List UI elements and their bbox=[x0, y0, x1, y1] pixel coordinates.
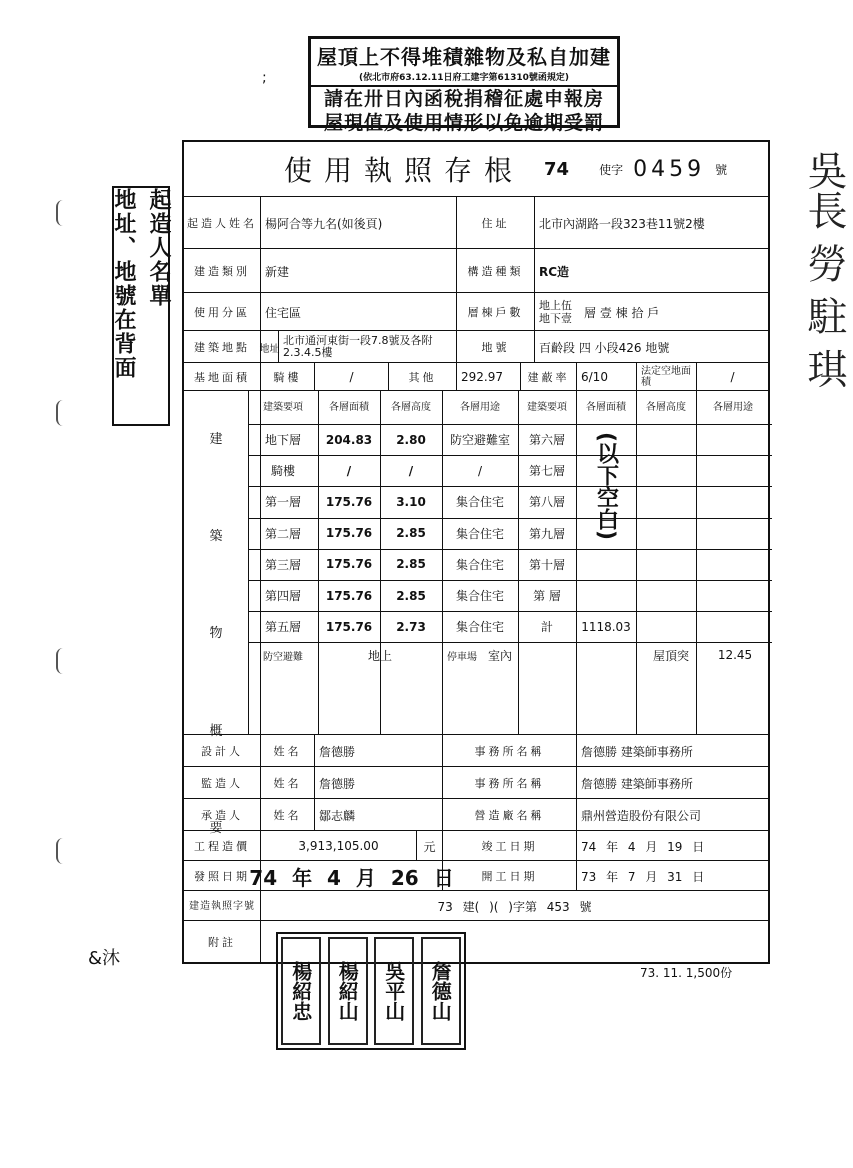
cost-label: 工程造價 bbox=[194, 840, 250, 853]
other-area-value: 292.97 bbox=[456, 363, 520, 391]
coverage-label: 建蔽率 bbox=[520, 363, 576, 391]
floors-label: 層棟戶數 bbox=[456, 293, 534, 331]
contractor-label: 承造人 bbox=[201, 809, 243, 822]
lot-label: 地號 bbox=[456, 331, 534, 363]
floors-below: 地下壹 bbox=[539, 312, 572, 325]
arcade-value: / bbox=[314, 363, 388, 391]
seal-stamp: 楊紹山 bbox=[328, 937, 368, 1045]
shelter-label: 防空避難 bbox=[263, 651, 303, 663]
floor-height: 2.73 bbox=[396, 619, 426, 634]
permit-row bbox=[184, 890, 768, 921]
applicant-label: 起造人姓名 bbox=[187, 217, 257, 230]
issue-label: 發照日期 bbox=[194, 870, 250, 883]
side-note-col-1: 起造人名單 bbox=[146, 188, 171, 308]
designer-row bbox=[184, 734, 768, 767]
coverage-value: 6/10 bbox=[576, 363, 636, 391]
zoning-row bbox=[184, 292, 768, 331]
permit-suffix: 號 bbox=[715, 162, 728, 177]
floor-item: 第九層 bbox=[528, 526, 565, 541]
remarks-label: 附註 bbox=[208, 935, 236, 949]
shelter-above: 地上 bbox=[367, 648, 392, 663]
floor-area: 175.76 bbox=[325, 619, 373, 634]
floor-use: 集合住宅 bbox=[455, 526, 504, 541]
site-area-label: 基地面積 bbox=[194, 371, 250, 384]
floors-above: 地上伍 bbox=[539, 299, 572, 312]
column-header: 建築要項 bbox=[263, 401, 303, 413]
structure-label: 構造種類 bbox=[456, 249, 534, 293]
parking-indoor: 室內 bbox=[487, 648, 512, 663]
contractor-name: 鄒志麟 bbox=[314, 799, 442, 831]
floor-use: 集合住宅 bbox=[455, 589, 504, 604]
designer-office: 詹德勝 建築師事務所 bbox=[576, 735, 768, 767]
roof-value: 12.45 bbox=[717, 648, 753, 663]
floor-item: 第六層 bbox=[528, 433, 565, 448]
zoning-label: 使用分區 bbox=[194, 306, 250, 319]
completion-date: 74 年 4 月 19 日 bbox=[576, 831, 768, 861]
floor-item: 第一層 bbox=[264, 495, 301, 510]
contractor-row bbox=[184, 798, 768, 831]
seal-stamp: 楊紹忠 bbox=[281, 937, 321, 1045]
floor-use: 防空避難室 bbox=[449, 433, 510, 448]
floor-item: 第五層 bbox=[264, 620, 301, 635]
blank-note: (以下空白) bbox=[593, 432, 619, 541]
handwritten-scribble: &沐 bbox=[88, 948, 121, 969]
side-char: 建 bbox=[209, 432, 223, 448]
designer-name: 詹德勝 bbox=[314, 735, 442, 767]
floor-use: 集合住宅 bbox=[455, 620, 504, 635]
floor-area: 175.76 bbox=[325, 557, 373, 572]
edge-text: 吳長 勞 駐 琪 bbox=[801, 150, 847, 389]
column-header: 各層面積 bbox=[329, 401, 369, 413]
cost-unit: 元 bbox=[416, 831, 442, 861]
notice-line-4: 屋現值及使用情形以免逾期受罰 bbox=[323, 112, 604, 134]
permit-label: 建造執照字號 bbox=[189, 900, 255, 912]
structure-value: RC造 bbox=[534, 249, 768, 293]
permit-year: 74 bbox=[544, 158, 570, 180]
floor-area: / bbox=[346, 463, 352, 478]
location-address: 北市通河東街一段7.8號及各附2.3.4.5樓 bbox=[278, 331, 456, 363]
open-space-value: / bbox=[696, 363, 768, 391]
notice-stamp bbox=[308, 36, 620, 134]
floor-area: 204.83 bbox=[325, 432, 373, 447]
applicant-row bbox=[184, 196, 768, 249]
floor-item: 第四層 bbox=[264, 589, 301, 604]
designer-office-label: 事務所名稱 bbox=[442, 735, 576, 767]
roof-label: 屋頂突 bbox=[652, 648, 689, 663]
open-space-label: 法定空地面積 bbox=[636, 363, 696, 391]
side-note-col-2: 地址、地號在背面 bbox=[111, 188, 136, 380]
seal-stamp: 詹德山 bbox=[421, 937, 461, 1045]
notice-line-3: 請在卅日內函稅捐稽征處申報房 bbox=[323, 88, 604, 110]
floor-height: / bbox=[408, 463, 414, 478]
start-label: 開工日期 bbox=[442, 861, 576, 891]
issue-row bbox=[184, 860, 768, 891]
form-title-row bbox=[184, 142, 768, 196]
floor-height: 2.85 bbox=[396, 557, 426, 572]
supervisor-name-label: 姓名 bbox=[260, 767, 314, 799]
cost-row bbox=[184, 830, 768, 861]
designer-label: 設計人 bbox=[201, 745, 243, 758]
side-note bbox=[112, 186, 170, 426]
floor-use: / bbox=[477, 463, 483, 478]
floor-height: 2.80 bbox=[396, 432, 426, 447]
contractor-office: 鼎州營造股份有限公司 bbox=[576, 799, 768, 831]
category-row bbox=[184, 248, 768, 293]
floor-height: 2.85 bbox=[396, 588, 426, 603]
floor-height: 3.10 bbox=[396, 494, 426, 509]
side-char: 要 bbox=[209, 820, 223, 836]
floor-height: 2.85 bbox=[396, 526, 426, 541]
supervisor-office-label: 事務所名稱 bbox=[442, 767, 576, 799]
location-row bbox=[184, 330, 768, 363]
binder-hole bbox=[56, 648, 70, 674]
floor-item: 第十層 bbox=[528, 557, 565, 572]
footer-print-run: 73. 11. 1,500份 bbox=[640, 966, 733, 980]
floor-item: 騎樓 bbox=[270, 464, 295, 479]
seal-stamp: 吳平山 bbox=[374, 937, 414, 1045]
form-title: 使用執照存根 bbox=[284, 154, 525, 187]
total-value: 1118.03 bbox=[581, 619, 631, 634]
completion-label: 竣工日期 bbox=[442, 831, 576, 861]
floor-item: 地下層 bbox=[264, 433, 301, 448]
contractor-office-label: 營造廠名稱 bbox=[442, 799, 576, 831]
zoning-value: 住宅區 bbox=[260, 293, 456, 331]
permit-form bbox=[182, 140, 770, 964]
contractor-name-label: 姓名 bbox=[260, 799, 314, 831]
column-header: 建築要項 bbox=[527, 401, 567, 413]
floor-item: 第 層 bbox=[533, 589, 561, 604]
binder-hole bbox=[56, 838, 70, 864]
other-area-label: 其他 bbox=[388, 363, 456, 391]
address-value: 北市內湖路一段323巷11號2樓 bbox=[534, 197, 768, 249]
notice-line-1: 屋頂上不得堆積雜物及私自加建 bbox=[317, 45, 611, 69]
floor-item: 第七層 bbox=[528, 464, 565, 479]
floor-item: 第八層 bbox=[528, 495, 565, 510]
floors-rest: 層 壹 棟 拾 戶 bbox=[584, 305, 660, 320]
remarks-row bbox=[184, 920, 768, 962]
floor-item: 第二層 bbox=[264, 526, 301, 541]
floor-area: 175.76 bbox=[325, 494, 373, 509]
floors-value bbox=[534, 293, 768, 331]
grid-line bbox=[696, 390, 697, 734]
side-char: 築 bbox=[209, 529, 223, 545]
floor-item: 第三層 bbox=[264, 557, 301, 572]
floor-area: 175.76 bbox=[325, 526, 373, 541]
designer-name-label: 姓名 bbox=[260, 735, 314, 767]
total-label: 計 bbox=[540, 620, 553, 635]
floor-use: 集合住宅 bbox=[455, 495, 504, 510]
ink-mark: ; bbox=[262, 70, 267, 86]
arcade-label: 騎樓 bbox=[260, 363, 314, 391]
notice-line-2: (依北市府63.12.11日府工建字第61310號函規定) bbox=[311, 70, 617, 87]
permit-number: 0459 bbox=[633, 156, 706, 182]
grid-line bbox=[636, 390, 637, 734]
category-label: 建造類別 bbox=[194, 265, 250, 278]
seal-stamps bbox=[276, 932, 466, 1050]
address-label: 住址 bbox=[456, 197, 534, 249]
issue-date: 74 年 4 月 26 日 bbox=[260, 861, 442, 891]
binder-hole bbox=[56, 400, 70, 426]
start-date: 73 年 7 月 31 日 bbox=[576, 861, 768, 891]
supervisor-office: 詹德勝 建築師事務所 bbox=[576, 767, 768, 799]
cost-value: 3,913,105.00 bbox=[260, 831, 416, 861]
column-header: 各層用途 bbox=[713, 401, 753, 413]
permit-value: 73 建( )( )字第 453 號 bbox=[260, 891, 768, 921]
supervisor-row bbox=[184, 766, 768, 799]
binder-hole bbox=[56, 200, 70, 226]
side-char: 概 bbox=[209, 723, 223, 739]
column-header: 各層面積 bbox=[586, 401, 626, 413]
floor-use: 集合住宅 bbox=[455, 557, 504, 572]
floor-area: 175.76 bbox=[325, 588, 373, 603]
supervisor-label: 監造人 bbox=[201, 777, 243, 790]
lot-value: 百齡段 四 小段426 地號 bbox=[534, 331, 768, 363]
area-row bbox=[184, 362, 768, 391]
side-char: 物 bbox=[209, 626, 223, 642]
applicant-value: 楊阿合等九名(如後頁) bbox=[260, 197, 456, 249]
supervisor-name: 詹德勝 bbox=[314, 767, 442, 799]
column-header: 各層用途 bbox=[460, 401, 500, 413]
parking-label: 停車場 bbox=[447, 651, 477, 663]
column-header: 各層高度 bbox=[391, 401, 431, 413]
category-value: 新建 bbox=[260, 249, 456, 293]
permit-code-label: 使字 bbox=[599, 162, 624, 177]
column-header: 各層高度 bbox=[646, 401, 686, 413]
location-label: 建築地點 bbox=[194, 341, 250, 354]
location-addr-tag: 地址 bbox=[260, 331, 278, 363]
